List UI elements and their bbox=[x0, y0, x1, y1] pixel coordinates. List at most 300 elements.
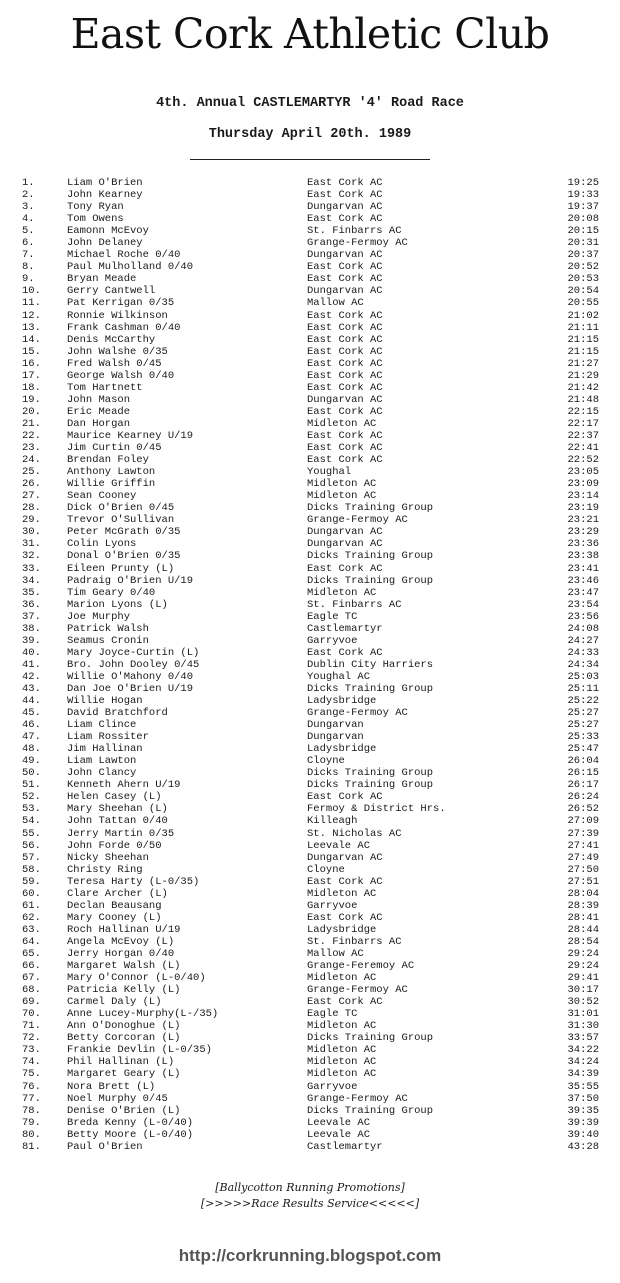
runner-name: John Walshe 0/35 bbox=[67, 345, 168, 358]
runner-club: Dublin City Harriers bbox=[307, 658, 434, 671]
result-position: 61. bbox=[22, 899, 41, 912]
runner-name: Jerry Martin 0/35 bbox=[67, 827, 175, 840]
finish-time: 29:24 bbox=[567, 948, 599, 960]
result-row bbox=[0, 731, 620, 743]
result-row bbox=[0, 526, 620, 538]
runner-club: Midleton AC bbox=[307, 1044, 377, 1057]
finish-time: 23:36 bbox=[567, 538, 599, 551]
runner-club: East Cork AC bbox=[307, 189, 383, 202]
runner-name: Ronnie Wilkinson bbox=[67, 309, 168, 322]
runner-name: Frankie Devlin (L-0/35) bbox=[67, 1044, 212, 1057]
finish-time: 26:17 bbox=[567, 779, 599, 792]
runner-club: Leevale AC bbox=[307, 839, 371, 852]
result-row bbox=[0, 779, 620, 791]
finish-time: 27:39 bbox=[567, 827, 599, 840]
runner-name: Betty Moore (L-0/40) bbox=[67, 1128, 194, 1141]
result-row bbox=[0, 370, 620, 382]
runner-name: Tom Hartnett bbox=[67, 381, 143, 394]
finish-time: 28:44 bbox=[567, 923, 599, 936]
result-position: 1. bbox=[22, 177, 35, 189]
runner-club: St. Nicholas AC bbox=[307, 827, 402, 840]
finish-time: 20:53 bbox=[567, 273, 599, 286]
runner-name: John Kearney bbox=[67, 189, 143, 202]
result-row bbox=[0, 273, 620, 285]
runner-name: Paul O'Brien bbox=[67, 1140, 143, 1153]
result-position: 35. bbox=[22, 586, 41, 599]
result-position: 13. bbox=[22, 321, 41, 334]
promoter-line: [Ballycotton Running Promotions] bbox=[215, 1181, 405, 1194]
result-position: 60. bbox=[22, 887, 41, 900]
result-row bbox=[0, 478, 620, 490]
finish-time: 21:48 bbox=[567, 393, 599, 406]
result-position: 21. bbox=[22, 417, 41, 430]
result-row bbox=[0, 936, 620, 948]
finish-time: 23:46 bbox=[567, 574, 599, 587]
result-position: 70. bbox=[22, 1008, 41, 1021]
finish-time: 23:47 bbox=[567, 586, 599, 599]
result-position: 47. bbox=[22, 731, 41, 744]
result-row bbox=[0, 1117, 620, 1129]
result-position: 66. bbox=[22, 960, 41, 973]
result-position: 15. bbox=[22, 345, 41, 358]
result-row bbox=[0, 671, 620, 683]
result-row bbox=[0, 767, 620, 779]
result-position: 33. bbox=[22, 562, 41, 575]
result-row bbox=[0, 237, 620, 249]
runner-club: Dicks Training Group bbox=[307, 767, 434, 780]
runner-club: St. Finbarrs AC bbox=[307, 225, 402, 238]
result-position: 8. bbox=[22, 261, 35, 274]
runner-name: Nicky Sheehan bbox=[67, 851, 149, 864]
finish-time: 22:17 bbox=[567, 417, 599, 430]
runner-club: East Cork AC bbox=[307, 357, 383, 370]
result-position: 5. bbox=[22, 225, 35, 238]
result-position: 14. bbox=[22, 333, 41, 346]
race-date: Thursday April 20th. 1989 bbox=[208, 127, 412, 142]
runner-name: Ann O'Donoghue (L) bbox=[67, 1020, 181, 1033]
result-position: 73. bbox=[22, 1044, 41, 1057]
result-row bbox=[0, 322, 620, 334]
result-position: 55. bbox=[22, 827, 41, 840]
finish-time: 34:22 bbox=[567, 1044, 599, 1057]
runner-name: Padraig O'Brien U/19 bbox=[67, 574, 194, 587]
result-position: 46. bbox=[22, 719, 41, 732]
result-position: 79. bbox=[22, 1116, 41, 1129]
result-position: 74. bbox=[22, 1056, 41, 1069]
header-divider bbox=[190, 159, 430, 160]
runner-club: Midleton AC bbox=[307, 478, 377, 491]
runner-club: Leevale AC bbox=[307, 1128, 371, 1141]
runner-club: Dicks Training Group bbox=[307, 1032, 434, 1045]
finish-time: 31:01 bbox=[567, 1008, 599, 1021]
result-position: 28. bbox=[22, 502, 41, 515]
runner-name: Brendan Foley bbox=[67, 454, 149, 467]
runner-name: Bro. John Dooley 0/45 bbox=[67, 658, 200, 671]
blog-url: http://corkrunning.blogspot.com bbox=[178, 1246, 442, 1265]
runner-name: George Walsh 0/40 bbox=[67, 369, 175, 382]
runner-club: Cloyne bbox=[307, 755, 345, 768]
finish-time: 33:57 bbox=[567, 1032, 599, 1045]
result-position: 20. bbox=[22, 405, 41, 418]
result-row bbox=[0, 683, 620, 695]
runner-name: Peter McGrath 0/35 bbox=[67, 526, 181, 539]
result-row bbox=[0, 611, 620, 623]
finish-time: 23:29 bbox=[567, 526, 599, 539]
result-position: 40. bbox=[22, 646, 41, 659]
result-position: 41. bbox=[22, 658, 41, 671]
result-row bbox=[0, 490, 620, 502]
runner-name: John Clancy bbox=[67, 767, 137, 780]
runner-club: East Cork AC bbox=[307, 333, 383, 346]
result-row bbox=[0, 840, 620, 852]
runner-name: Liam Rossiter bbox=[67, 731, 149, 744]
runner-club: St. Finbarrs AC bbox=[307, 935, 402, 948]
runner-name: Sean Cooney bbox=[67, 490, 137, 503]
result-position: 32. bbox=[22, 550, 41, 563]
result-row bbox=[0, 454, 620, 466]
result-row bbox=[0, 334, 620, 346]
runner-club: East Cork AC bbox=[307, 177, 383, 189]
result-position: 12. bbox=[22, 309, 41, 322]
finish-time: 20:52 bbox=[567, 261, 599, 274]
result-row bbox=[0, 695, 620, 707]
club-title: East Cork Athletic Club bbox=[70, 10, 550, 58]
result-position: 64. bbox=[22, 935, 41, 948]
runner-name: Eric Meade bbox=[67, 405, 131, 418]
result-row bbox=[0, 418, 620, 430]
result-position: 80. bbox=[22, 1128, 41, 1141]
runner-name: Denis McCarthy bbox=[67, 333, 156, 346]
runner-club: Ladysbridge bbox=[307, 923, 377, 936]
result-row bbox=[0, 310, 620, 322]
result-row bbox=[0, 1141, 620, 1153]
runner-club: Midleton AC bbox=[307, 887, 377, 900]
result-row bbox=[0, 996, 620, 1008]
result-position: 43. bbox=[22, 682, 41, 695]
result-row bbox=[0, 743, 620, 755]
result-position: 48. bbox=[22, 743, 41, 756]
result-row bbox=[0, 249, 620, 261]
result-position: 16. bbox=[22, 357, 41, 370]
runner-name: Noel Murphy 0/45 bbox=[67, 1092, 168, 1105]
finish-time: 20:37 bbox=[567, 249, 599, 262]
result-row bbox=[0, 864, 620, 876]
runner-club: East Cork AC bbox=[307, 261, 383, 274]
finish-time: 31:30 bbox=[567, 1020, 599, 1033]
finish-time: 25:27 bbox=[567, 719, 599, 732]
result-row bbox=[0, 852, 620, 864]
result-position: 67. bbox=[22, 972, 41, 985]
runner-name: Margaret Geary (L) bbox=[67, 1068, 181, 1081]
race-name: 4th. Annual CASTLEMARTYR '4' Road Race bbox=[156, 96, 464, 111]
finish-time: 30:17 bbox=[567, 984, 599, 997]
runner-club: Midleton AC bbox=[307, 1068, 377, 1081]
runner-name: Willie O'Mahony 0/40 bbox=[67, 670, 194, 683]
runner-name: John Forde 0/50 bbox=[67, 839, 162, 852]
runner-name: Nora Brett (L) bbox=[67, 1080, 156, 1093]
result-row bbox=[0, 1008, 620, 1020]
runner-club: East Cork AC bbox=[307, 381, 383, 394]
runner-club: East Cork AC bbox=[307, 429, 383, 442]
runner-club: East Cork AC bbox=[307, 562, 383, 575]
result-row bbox=[0, 707, 620, 719]
finish-time: 21:27 bbox=[567, 357, 599, 370]
result-row bbox=[0, 466, 620, 478]
runner-club: Dungarvan AC bbox=[307, 851, 383, 864]
runner-club: Dungarvan AC bbox=[307, 201, 383, 214]
finish-time: 20:08 bbox=[567, 213, 599, 226]
finish-time: 23:21 bbox=[567, 514, 599, 527]
result-position: 11. bbox=[22, 297, 41, 310]
runner-name: Marion Lyons (L) bbox=[67, 598, 168, 611]
runner-name: Willie Griffin bbox=[67, 478, 156, 491]
result-row bbox=[0, 1105, 620, 1117]
result-row bbox=[0, 984, 620, 996]
runner-club: Dungarvan AC bbox=[307, 538, 383, 551]
result-row bbox=[0, 538, 620, 550]
result-row bbox=[0, 213, 620, 225]
runner-club: East Cork AC bbox=[307, 405, 383, 418]
runner-name: Bryan Meade bbox=[67, 273, 137, 286]
runner-name: Carmel Daly (L) bbox=[67, 996, 162, 1009]
runner-name: Paul Mulholland 0/40 bbox=[67, 261, 194, 274]
result-position: 59. bbox=[22, 875, 41, 888]
runner-club: East Cork AC bbox=[307, 369, 383, 382]
runner-name: Colin Lyons bbox=[67, 538, 137, 551]
runner-name: Dick O'Brien 0/45 bbox=[67, 502, 175, 515]
result-position: 31. bbox=[22, 538, 41, 551]
finish-time: 26:52 bbox=[567, 803, 599, 816]
runner-name: Mary Sheehan (L) bbox=[67, 803, 168, 816]
runner-name: Tony Ryan bbox=[67, 201, 124, 214]
finish-time: 23:54 bbox=[567, 598, 599, 611]
runner-club: Dungarvan AC bbox=[307, 393, 383, 406]
runner-name: Mary Joyce-Curtin (L) bbox=[67, 646, 200, 659]
runner-name: Phil Hallinan (L) bbox=[67, 1056, 175, 1069]
result-row bbox=[0, 1093, 620, 1105]
finish-time: 23:05 bbox=[567, 466, 599, 479]
runner-club: Midleton AC bbox=[307, 490, 377, 503]
runner-club: Eagle TC bbox=[307, 1008, 358, 1021]
runner-name: Tim Geary 0/40 bbox=[67, 586, 156, 599]
finish-time: 27:49 bbox=[567, 851, 599, 864]
result-position: 30. bbox=[22, 526, 41, 539]
result-position: 4. bbox=[22, 213, 35, 226]
result-position: 24. bbox=[22, 454, 41, 467]
result-row bbox=[0, 442, 620, 454]
result-position: 3. bbox=[22, 201, 35, 214]
runner-club: East Cork AC bbox=[307, 911, 383, 924]
result-row bbox=[0, 719, 620, 731]
result-position: 27. bbox=[22, 490, 41, 503]
result-position: 50. bbox=[22, 767, 41, 780]
runner-club: Cloyne bbox=[307, 863, 345, 876]
result-row bbox=[0, 972, 620, 984]
result-row bbox=[0, 924, 620, 936]
result-position: 26. bbox=[22, 478, 41, 491]
runner-club: East Cork AC bbox=[307, 875, 383, 888]
finish-time: 25:33 bbox=[567, 731, 599, 744]
result-position: 17. bbox=[22, 369, 41, 382]
runner-club: Dicks Training Group bbox=[307, 779, 434, 792]
result-row bbox=[0, 791, 620, 803]
result-row bbox=[0, 550, 620, 562]
runner-club: Grange-Fermoy AC bbox=[307, 237, 408, 250]
result-position: 68. bbox=[22, 984, 41, 997]
runner-club: Dungarvan bbox=[307, 719, 364, 732]
results-service-line: [>>>>>Race Results Service<<<<<] bbox=[200, 1197, 420, 1210]
result-position: 81. bbox=[22, 1140, 41, 1153]
result-position: 19. bbox=[22, 393, 41, 406]
runner-name: Teresa Harty (L-0/35) bbox=[67, 875, 200, 888]
runner-name: Joe Murphy bbox=[67, 610, 131, 623]
runner-name: Patrick Walsh bbox=[67, 622, 149, 635]
runner-club: Dungarvan AC bbox=[307, 285, 383, 298]
finish-time: 21:15 bbox=[567, 345, 599, 358]
runner-club: Grange-Fermoy AC bbox=[307, 514, 408, 527]
runner-club: Youghal AC bbox=[307, 670, 371, 683]
finish-time: 24:34 bbox=[567, 658, 599, 671]
result-position: 76. bbox=[22, 1080, 41, 1093]
finish-time: 21:15 bbox=[567, 333, 599, 346]
runner-name: Patricia Kelly (L) bbox=[67, 984, 181, 997]
runner-name: Mary O'Connor (L-0/40) bbox=[67, 972, 206, 985]
finish-time: 24:33 bbox=[567, 646, 599, 659]
runner-name: John Delaney bbox=[67, 237, 143, 250]
result-row bbox=[0, 1081, 620, 1093]
finish-time: 25:47 bbox=[567, 743, 599, 756]
runner-club: Dicks Training Group bbox=[307, 574, 434, 587]
result-position: 6. bbox=[22, 237, 35, 250]
result-position: 36. bbox=[22, 598, 41, 611]
result-position: 44. bbox=[22, 695, 41, 708]
finish-time: 24:27 bbox=[567, 634, 599, 647]
finish-time: 25:11 bbox=[567, 682, 599, 695]
runner-club: Dicks Training Group bbox=[307, 502, 434, 515]
result-position: 53. bbox=[22, 803, 41, 816]
runner-club: Dicks Training Group bbox=[307, 682, 434, 695]
finish-time: 21:42 bbox=[567, 381, 599, 394]
finish-time: 22:52 bbox=[567, 454, 599, 467]
result-position: 25. bbox=[22, 466, 41, 479]
runner-club: East Cork AC bbox=[307, 996, 383, 1009]
result-row bbox=[0, 285, 620, 297]
result-row bbox=[0, 406, 620, 418]
result-row bbox=[0, 960, 620, 972]
runner-club: East Cork AC bbox=[307, 273, 383, 286]
runner-club: Grange-Fermoy AC bbox=[307, 1092, 408, 1105]
runner-club: East Cork AC bbox=[307, 321, 383, 334]
result-position: 77. bbox=[22, 1092, 41, 1105]
runner-name: Margaret Walsh (L) bbox=[67, 960, 181, 973]
runner-name: Breda Kenny (L-0/40) bbox=[67, 1116, 194, 1129]
result-row bbox=[0, 659, 620, 671]
runner-club: East Cork AC bbox=[307, 309, 383, 322]
finish-time: 22:41 bbox=[567, 442, 599, 455]
runner-name: Anne Lucey-Murphy(L-/35) bbox=[67, 1008, 219, 1021]
runner-club: Fermoy & District Hrs. bbox=[307, 803, 446, 816]
runner-name: Declan Beausang bbox=[67, 899, 162, 912]
result-position: 37. bbox=[22, 610, 41, 623]
runner-club: Mallow AC bbox=[307, 297, 364, 310]
result-row bbox=[0, 635, 620, 647]
runner-name: Gerry Cantwell bbox=[67, 285, 156, 298]
finish-time: 21:29 bbox=[567, 369, 599, 382]
result-position: 51. bbox=[22, 779, 41, 792]
runner-club: Midleton AC bbox=[307, 586, 377, 599]
finish-time: 23:41 bbox=[567, 562, 599, 575]
finish-time: 28:41 bbox=[567, 911, 599, 924]
runner-club: East Cork AC bbox=[307, 442, 383, 455]
finish-time: 21:02 bbox=[567, 309, 599, 322]
runner-name: Seamus Cronin bbox=[67, 634, 149, 647]
finish-time: 34:39 bbox=[567, 1068, 599, 1081]
runner-club: Ladysbridge bbox=[307, 743, 377, 756]
result-position: 56. bbox=[22, 839, 41, 852]
runner-name: David Bratchford bbox=[67, 707, 168, 720]
finish-time: 20:55 bbox=[567, 297, 599, 310]
finish-time: 25:03 bbox=[567, 670, 599, 683]
result-row bbox=[0, 394, 620, 406]
result-position: 18. bbox=[22, 381, 41, 394]
result-position: 2. bbox=[22, 189, 35, 202]
result-row bbox=[0, 803, 620, 815]
runner-name: John Tattan 0/40 bbox=[67, 815, 168, 828]
result-row bbox=[0, 599, 620, 611]
finish-time: 27:09 bbox=[567, 815, 599, 828]
result-row bbox=[0, 346, 620, 358]
result-position: 69. bbox=[22, 996, 41, 1009]
runner-name: Betty Corcoran (L) bbox=[67, 1032, 181, 1045]
result-position: 10. bbox=[22, 285, 41, 298]
result-row bbox=[0, 382, 620, 394]
finish-time: 20:54 bbox=[567, 285, 599, 298]
runner-club: Garryvoe bbox=[307, 1080, 358, 1093]
finish-time: 19:37 bbox=[567, 201, 599, 214]
finish-time: 22:37 bbox=[567, 429, 599, 442]
runner-name: Willie Hogan bbox=[67, 695, 143, 708]
runner-club: Garryvoe bbox=[307, 899, 358, 912]
result-position: 45. bbox=[22, 707, 41, 720]
result-row bbox=[0, 888, 620, 900]
result-row bbox=[0, 514, 620, 526]
result-position: 23. bbox=[22, 442, 41, 455]
finish-time: 23:38 bbox=[567, 550, 599, 563]
result-row bbox=[0, 900, 620, 912]
result-row bbox=[0, 912, 620, 924]
runner-name: Mary Cooney (L) bbox=[67, 911, 162, 924]
result-row bbox=[0, 587, 620, 599]
finish-time: 23:56 bbox=[567, 610, 599, 623]
runner-name: Jim Curtin 0/45 bbox=[67, 442, 162, 455]
result-position: 29. bbox=[22, 514, 41, 527]
result-row bbox=[0, 225, 620, 237]
result-row bbox=[0, 876, 620, 888]
result-position: 75. bbox=[22, 1068, 41, 1081]
result-position: 9. bbox=[22, 273, 35, 286]
runner-club: East Cork AC bbox=[307, 213, 383, 226]
runner-name: Helen Casey (L) bbox=[67, 791, 162, 804]
finish-time: 19:33 bbox=[567, 189, 599, 202]
runner-name: Christy Ring bbox=[67, 863, 143, 876]
result-row bbox=[0, 358, 620, 370]
runner-club: Eagle TC bbox=[307, 610, 358, 623]
runner-club: Dungarvan bbox=[307, 731, 364, 744]
finish-time: 39:40 bbox=[567, 1128, 599, 1141]
finish-time: 29:24 bbox=[567, 960, 599, 973]
runner-name: Anthony Lawton bbox=[67, 466, 156, 479]
result-row bbox=[0, 948, 620, 960]
